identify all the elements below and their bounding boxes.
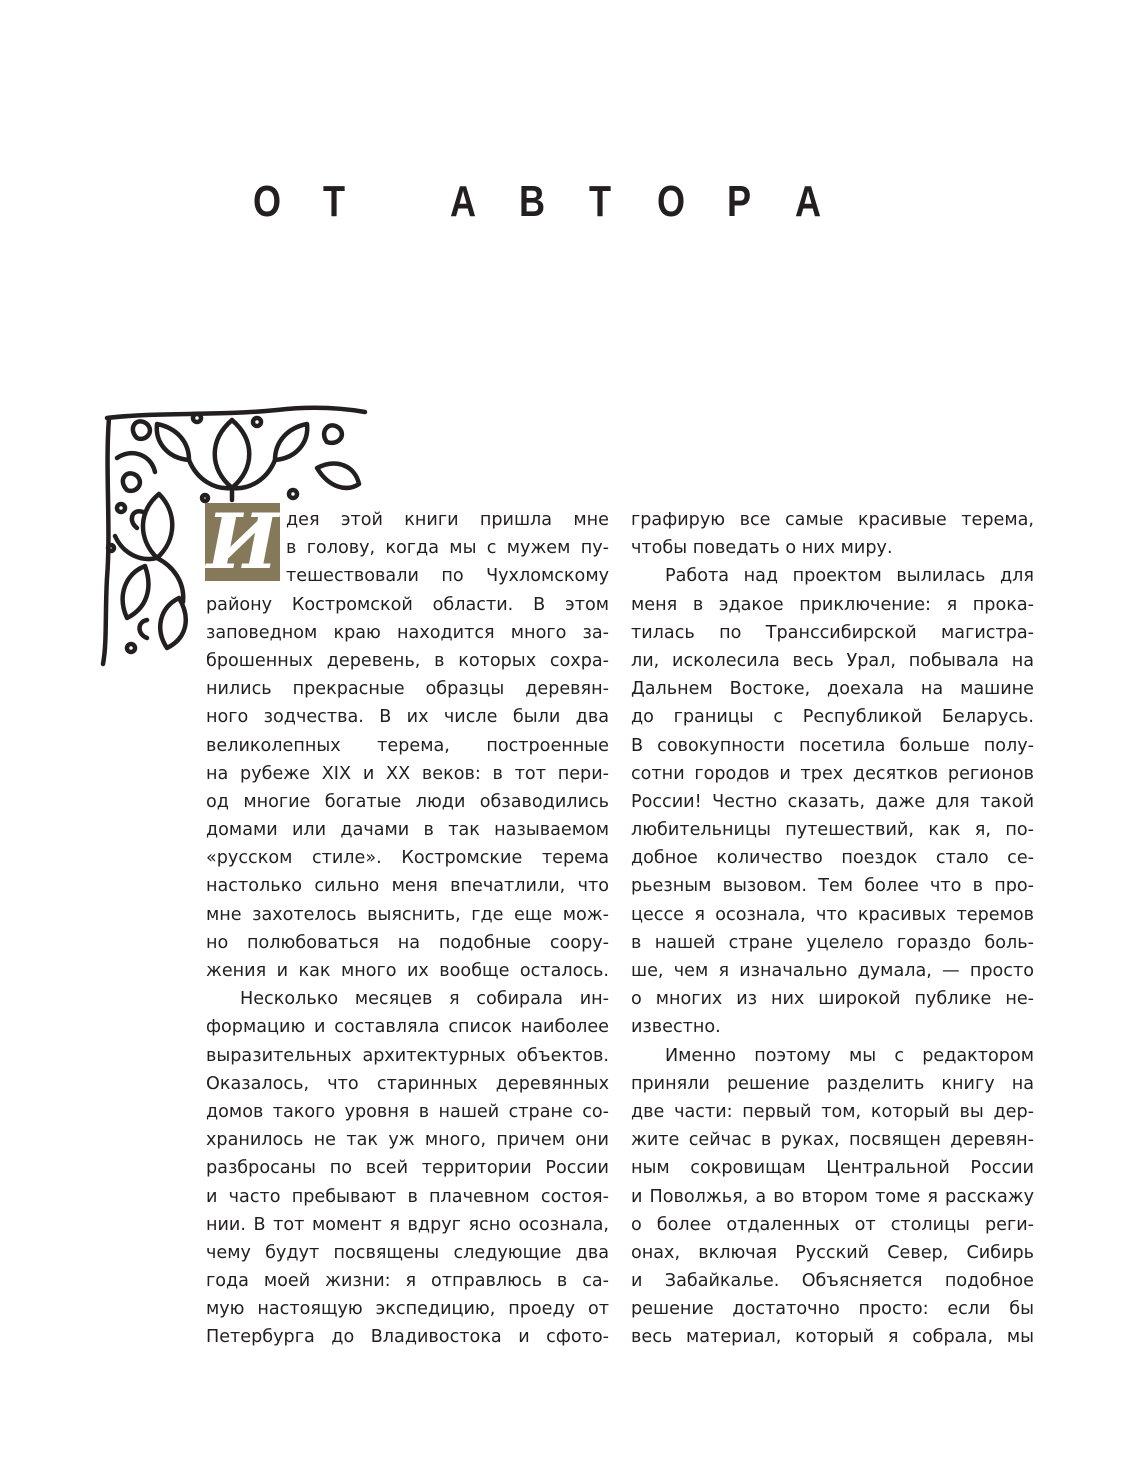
text-line: ным сокровищам Центральной России — [631, 1158, 1034, 1179]
title-letter: Р — [727, 177, 752, 226]
text-line: хранилось не так уж много, причем они — [206, 1130, 609, 1151]
title-letter: О — [657, 177, 686, 226]
text-line: рьезным вызовом. Тем более что в про- — [631, 876, 1034, 897]
text-line: заповедном краю находится много за- — [206, 622, 609, 643]
text-line: брошенных деревень, в которых сохра- — [206, 650, 609, 671]
text-line: дея этой книги пришла мне — [286, 510, 609, 530]
title-letter: Т — [589, 177, 612, 226]
text-line: решение достаточно просто: если бы — [631, 1299, 1034, 1320]
text-column-right — [631, 506, 1034, 1352]
text-line: району Костромской области. В этом — [206, 594, 609, 615]
text-line: в нашей стране уцелело гораздо боль- — [631, 932, 1034, 953]
text-line: чтобы поведать о них миру. — [631, 538, 893, 559]
text-line: ного зодчества. В их числе были два — [206, 707, 609, 728]
title-letter: А — [450, 177, 477, 226]
title-letter: В — [519, 177, 546, 226]
drop-cap: И — [206, 503, 279, 581]
text-line: и Забайкалье. Объясняется подобное — [631, 1271, 1034, 1292]
text-line: но полюбоваться на подобные соору- — [206, 932, 609, 953]
text-line: приняли решение разделить книгу на — [631, 1073, 1034, 1094]
text-line: Именно поэтому мы с редактором — [665, 1045, 1034, 1066]
text-column-left — [206, 506, 609, 1352]
text-line: од многие богатые люди обзаводились — [206, 791, 609, 812]
text-line: онах, включая Русский Север, Сибирь — [631, 1242, 1034, 1263]
text-line: на рубеже XIX и XX веков: в тот пери- — [206, 763, 609, 784]
text-line: домов такого уровня в нашей стране со- — [206, 1101, 609, 1122]
text-line: и Поволжья, а во втором томе я расскажу — [631, 1186, 1034, 1207]
text-line: чему будут посвящены следующие два — [206, 1242, 609, 1263]
text-line: и часто пребывают в плачевном состоя- — [206, 1186, 609, 1207]
text-line: нии. В тот момент я вдруг ясно осознала, — [206, 1214, 609, 1235]
text-line: любительницы путешествий, как я, по- — [631, 820, 1034, 841]
text-line: в голову, когда мы с мужем пу- — [286, 538, 609, 559]
text-line: настолько сильно меня впечатлили, что — [206, 876, 609, 897]
text-line: известно. — [631, 1017, 721, 1038]
title-letter: О — [253, 177, 282, 226]
text-line: цессе я осознала, что красивых теремов — [631, 904, 1034, 925]
text-line: мую настоящую экспедицию, проеду от — [206, 1299, 609, 1320]
text-line: года моей жизни: я отправлюсь в са- — [206, 1271, 609, 1292]
title-letter: Т — [323, 177, 346, 226]
page-title — [253, 172, 853, 232]
text-line: меня в эдакое приключение: я прока- — [631, 594, 1034, 615]
text-line: «русском стиле». Костромские терема — [206, 848, 609, 869]
text-line: формацию и составляла список наиболее — [206, 1017, 609, 1038]
text-line: Несколько месяцев я собирала ин- — [240, 989, 609, 1010]
title-letter: А — [795, 177, 822, 226]
text-line: ли, исколесила весь Урал, побывала на — [631, 650, 1034, 671]
text-line: Дальнем Востоке, доехала на машине — [631, 679, 1034, 700]
text-line: мне захотелось выяснить, где еще мож- — [206, 904, 609, 925]
text-line: сотни городов и трех десятков регионов — [631, 763, 1034, 784]
text-line: добное количество поездок стало се- — [631, 848, 1034, 869]
text-line: о многих из них широкой публике не- — [631, 989, 1034, 1010]
text-line: жения и как много их вообще осталось. — [206, 961, 609, 981]
text-line: о более отдаленных от столицы реги- — [631, 1214, 1034, 1235]
text-line: графирую все самые красивые терема, — [631, 510, 1034, 530]
text-line: Петербурга до Владивостока и сфото- — [206, 1327, 609, 1348]
text-line: до границы с Республикой Беларусь. — [631, 707, 1034, 728]
text-line: России! Честно сказать, даже для такой — [631, 791, 1034, 812]
text-line: ше, чем я изначально думала, — просто — [631, 961, 1034, 981]
text-line: В совокупности посетила больше полу- — [631, 735, 1034, 756]
text-line: великолепных терема, построенные — [206, 735, 609, 756]
text-line: выразительных архитектурных объектов. — [206, 1045, 609, 1066]
text-line: Работа над проектом вылилась для — [665, 566, 1034, 587]
text-line: Оказалось, что старинных деревянных — [206, 1073, 609, 1094]
text-line: нились прекрасные образцы деревян- — [206, 679, 609, 700]
text-line: две части: первый том, который вы дер- — [631, 1101, 1034, 1122]
text-line: жите сейчас в руках, посвящен деревян- — [631, 1130, 1034, 1151]
text-line: весь материал, который я собрала, мы — [631, 1327, 1034, 1348]
text-line: тешествовали по Чухломскому — [286, 566, 609, 587]
text-line: разбросаны по всей территории России — [206, 1158, 609, 1179]
text-line: тилась по Транссибирской магистра- — [631, 622, 1034, 643]
text-line: домами или дачами в так называемом — [206, 820, 609, 841]
